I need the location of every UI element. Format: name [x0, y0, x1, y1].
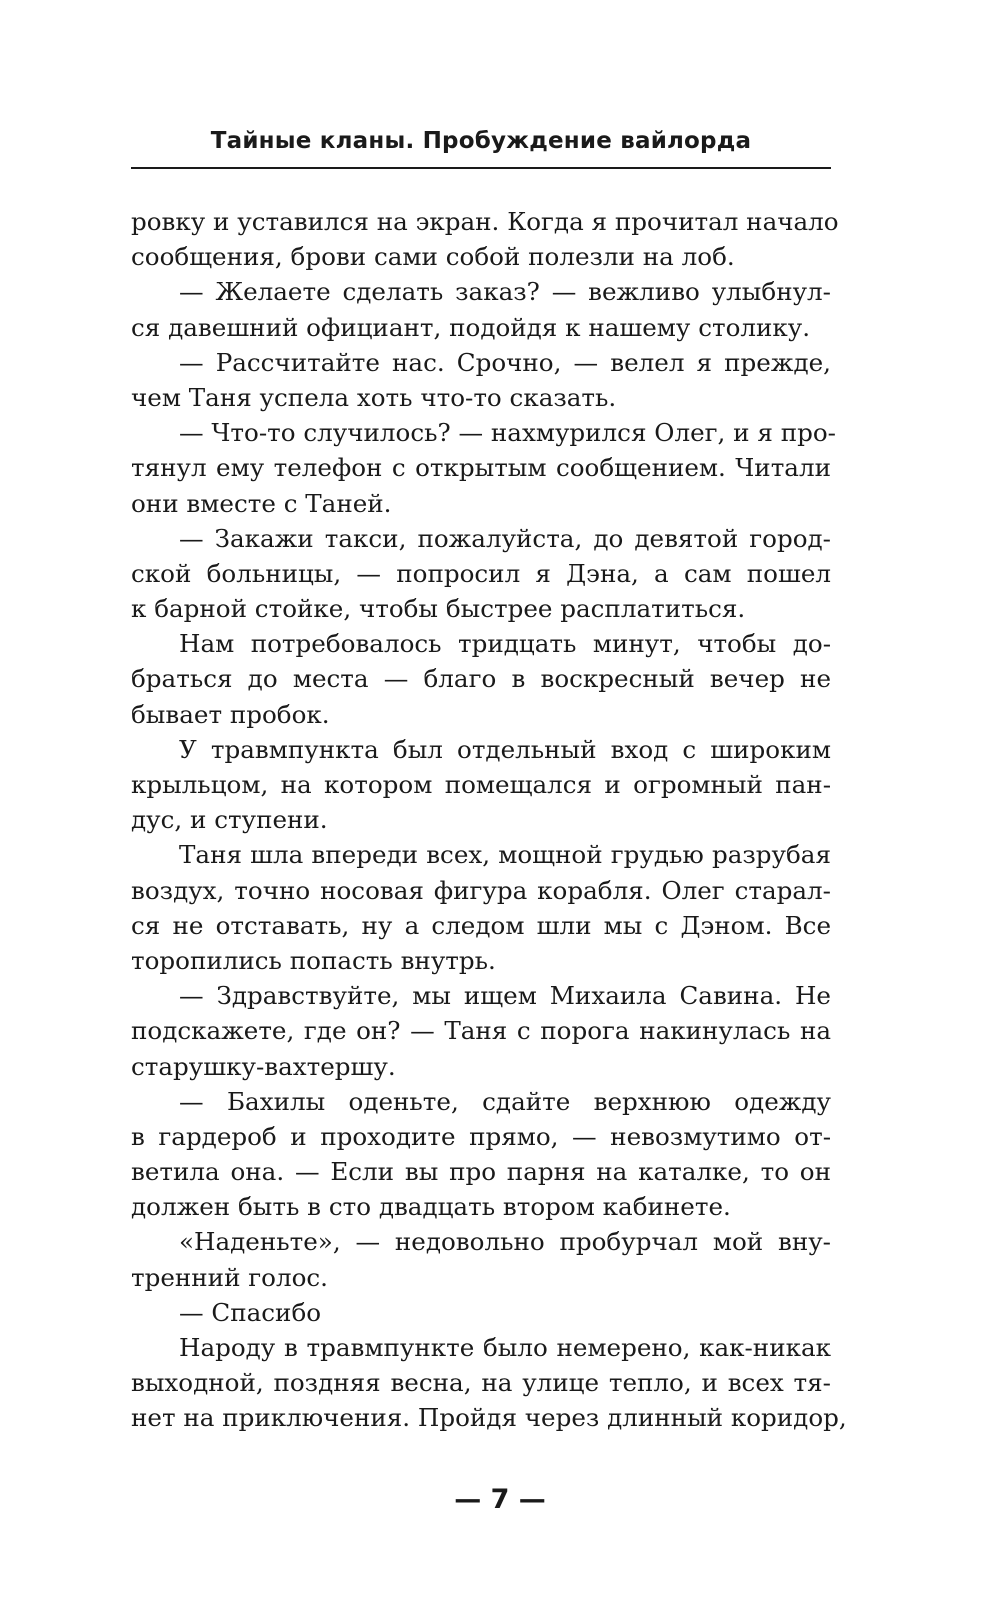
text-line: чем Таня успела хоть что-то сказать. — [131, 382, 617, 412]
text-line: крыльцом, на котором помещался и огромный пан- — [131, 770, 831, 799]
text-line: У травмпункта был отдельный вход с широким — [179, 734, 831, 764]
header-rule — [131, 167, 831, 169]
text-line: дус, и ступени. — [131, 805, 328, 835]
text-line: — Спасибо — [179, 1297, 322, 1327]
text-line: ся давешний официант, подойдя к нашему столику. — [131, 312, 811, 342]
text-line: Народу в травмпункте было немерено, как-никак — [179, 1333, 831, 1362]
text-line: — Бахилы оденьте, сдайте верхнюю одежду — [179, 1086, 831, 1116]
text-line: выходной, поздняя весна, на улице тепло, и всех тя- — [131, 1368, 831, 1398]
text-line: в гардероб и проходите прямо, — невозмутимо от- — [131, 1121, 831, 1151]
text-line: должен быть в сто двадцать втором кабинете. — [131, 1192, 731, 1222]
text-line: подскажете, где он? — Таня с порога накинулась на — [131, 1016, 831, 1046]
text-line: бывает пробок. — [131, 699, 330, 729]
text-line: ся не отставать, ну а следом шли мы с Дэном. Все — [131, 910, 831, 940]
text-line: браться до места — благо в воскресный вечер не — [131, 664, 831, 694]
page-number: — 7 — — [454, 1484, 546, 1515]
text-line: «Наденьте», — недовольно пробурчал мой вну- — [179, 1227, 831, 1257]
body-text — [131, 204, 847, 1436]
text-line: ветила она. — Если вы про парня на каталке, то он — [131, 1157, 831, 1187]
text-line: — Закажи такси, пожалуйста, до девятой город- — [179, 523, 831, 553]
text-line: — Рассчитайте нас. Срочно, — велел я прежде, — [179, 347, 831, 377]
text-line: к барной стойке, чтобы быстрее расплатиться. — [131, 594, 746, 624]
text-line: старушку-вахтершу. — [131, 1051, 396, 1081]
text-line: воздух, точно носовая фигура корабля. Олег старал- — [131, 875, 831, 905]
text-line: торопились попасть внутрь. — [131, 945, 496, 975]
text-line: Нам потребовалось тридцать минут, чтобы до- — [179, 629, 831, 659]
text-line: ровку и уставился на экран. Когда я прочитал начало — [131, 207, 839, 236]
text-line: тренний голос. — [131, 1262, 329, 1292]
text-line: сообщения, брови сами собой полезли на лоб. — [131, 242, 735, 272]
text-line: они вместе с Таней. — [131, 488, 392, 518]
text-line: нет на приключения. Пройдя через длинный коридор, — [131, 1403, 847, 1433]
text-line: — Желаете сделать заказ? — вежливо улыбнул- — [179, 277, 831, 307]
text-line: тянул ему телефон с открытым сообщением. Читали — [131, 453, 831, 483]
text-line: — Что-то случилось? — нахмурился Олег, и я про- — [179, 418, 836, 448]
running-head-title: Тайные кланы. Пробуждение вайлорда — [210, 128, 752, 154]
text-line: ской больницы, — попросил я Дэна, а сам пошел — [131, 558, 831, 588]
text-line: — Здравствуйте, мы ищем Михаила Савина. Не — [179, 981, 831, 1011]
text-line: Таня шла впереди всех, мощной грудью разрубая — [179, 840, 831, 870]
